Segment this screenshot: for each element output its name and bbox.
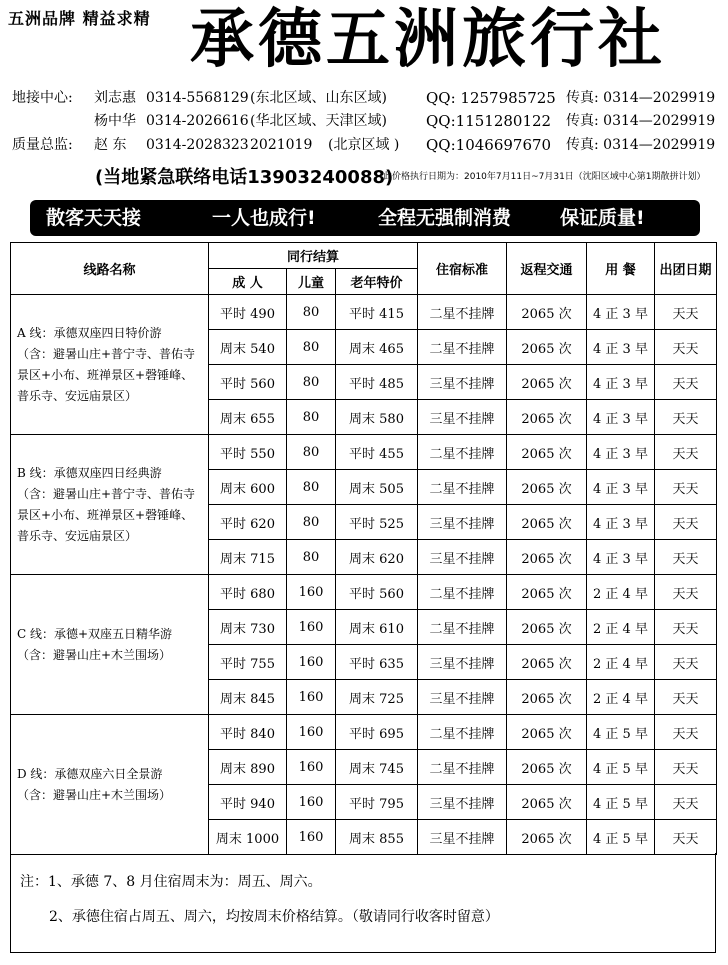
cell-child: 80 [287,505,336,540]
cell-adult: 周末 730 [209,610,287,645]
cell-child: 160 [287,715,336,750]
cell-hotel: 三星不挂牌 [418,505,507,540]
cell-transport: 2065 次 [507,295,587,330]
cell-child: 160 [287,575,336,610]
route-name: C 线：承德+双座五日精华游 [17,626,173,641]
cell-senior: 周末 580 [336,400,418,435]
route-includes: （含：避暑山庄+木兰围场） [17,647,172,662]
contact-fax: 传真: 0314—2029919 [566,90,716,106]
cell-meals: 4 正 5 早 [587,785,655,820]
table-row [11,575,717,610]
cell-transport: 2065 次 [507,365,587,400]
route-includes: 普乐寺、安远庙景区） [17,388,138,403]
cell-departure: 天天 [655,715,717,750]
col-header-departure: 出团日期 [655,243,717,295]
emergency-hotline: (当地紧急联络电话13903240088) [95,167,394,188]
cell-child: 160 [287,680,336,715]
cell-hotel: 三星不挂牌 [418,785,507,820]
contact-role: 质量总监: [12,137,73,153]
route-includes: （含：避暑山庄+普宁寺、普佑寺 [17,486,196,501]
route-includes: 景区+小布、班禅景区+磬锤峰、 [17,507,194,522]
contact-name: 杨中华 [94,113,136,129]
cell-meals: 4 正 3 早 [587,295,655,330]
cell-departure: 天天 [655,575,717,610]
cell-departure: 天天 [655,365,717,400]
cell-hotel: 二星不挂牌 [418,295,507,330]
route-includes: （含：避暑山庄+木兰围场） [17,787,172,802]
cell-adult: 平时 490 [209,295,287,330]
route-name: A 线：承德双座四日特价游 [17,325,162,340]
cell-departure: 天天 [655,540,717,575]
cell-hotel: 三星不挂牌 [418,540,507,575]
cell-transport: 2065 次 [507,610,587,645]
cell-hotel: 二星不挂牌 [418,435,507,470]
contact-phone: 0314-2026616 [146,113,249,129]
contact-region: (东北区域、山东区域) [250,90,387,106]
route-cell [11,295,209,435]
cell-adult: 平时 840 [209,715,287,750]
cell-departure: 天天 [655,680,717,715]
cell-child: 160 [287,750,336,785]
contact-qq: QQ:1151280122 [426,112,552,130]
cell-departure: 天天 [655,750,717,785]
cell-adult: 平时 620 [209,505,287,540]
route-cell [11,435,209,575]
col-header-meals: 用 餐 [587,243,655,295]
cell-senior: 平时 415 [336,295,418,330]
banner-text: 一人也成行! [212,207,316,229]
cell-transport: 2065 次 [507,540,587,575]
notes-box [10,853,716,953]
cell-hotel: 三星不挂牌 [418,365,507,400]
cell-senior: 周末 620 [336,540,418,575]
cell-transport: 2065 次 [507,715,587,750]
route-name: B 线：承德双座四日经典游 [17,465,162,480]
cell-child: 160 [287,645,336,680]
col-header-child: 儿童 [287,269,336,295]
cell-transport: 2065 次 [507,785,587,820]
validity-note: 此价格执行日期为：2010年7月11日~7月31日（沈阳区域中心第1期散拼计划） [383,172,706,182]
cell-adult: 平时 755 [209,645,287,680]
cell-meals: 2 正 4 早 [587,575,655,610]
banner-text: 保证质量! [560,207,645,229]
cell-hotel: 二星不挂牌 [418,470,507,505]
cell-departure: 天天 [655,400,717,435]
cell-senior: 平时 525 [336,505,418,540]
cell-departure: 天天 [655,330,717,365]
cell-meals: 4 正 3 早 [587,505,655,540]
contact-name: 刘志惠 [94,90,136,106]
cell-adult: 周末 715 [209,540,287,575]
cell-senior: 周末 745 [336,750,418,785]
cell-departure: 天天 [655,645,717,680]
contact-role: 地接中心: [12,90,73,106]
cell-senior: 周末 725 [336,680,418,715]
col-header-group: 同行结算 [209,243,418,269]
cell-adult: 周末 655 [209,400,287,435]
col-header-route: 线路名称 [11,243,209,295]
cell-child: 80 [287,365,336,400]
cell-child: 80 [287,400,336,435]
cell-child: 80 [287,295,336,330]
slogan-banner [30,200,700,236]
cell-departure: 天天 [655,610,717,645]
note-line: 注：1、承德 7、8 月住宿周末为：周五、周六。 [20,874,322,890]
banner-text: 散客天天接 [46,207,142,229]
route-includes: （含：避暑山庄+普宁寺、普佑寺 [17,346,196,361]
route-includes: 景区+小布、班禅景区+磬锤峰、 [17,367,194,382]
cell-senior: 平时 455 [336,435,418,470]
cell-meals: 2 正 4 早 [587,610,655,645]
cell-hotel: 三星不挂牌 [418,820,507,855]
cell-senior: 周末 855 [336,820,418,855]
cell-meals: 2 正 4 早 [587,645,655,680]
cell-departure: 天天 [655,820,717,855]
note-line: 2、承德住宿占周五、周六，均按周末价格结算。（敬请同行收客时留意） [49,909,499,925]
cell-hotel: 二星不挂牌 [418,330,507,365]
contact-region: (华北区域、天津区域) [250,113,387,129]
cell-transport: 2065 次 [507,820,587,855]
cell-child: 80 [287,540,336,575]
cell-meals: 4 正 3 早 [587,470,655,505]
route-cell [11,575,209,715]
cell-senior: 平时 635 [336,645,418,680]
cell-senior: 周末 505 [336,470,418,505]
contact-phone: 0314-5568129 [146,90,249,106]
route-includes: 普乐寺、安远庙景区） [17,528,138,543]
cell-departure: 天天 [655,295,717,330]
cell-departure: 天天 [655,785,717,820]
contact-extra-phone: 2021019 [250,137,313,153]
col-header-hotel: 住宿标准 [418,243,507,295]
cell-senior: 平时 695 [336,715,418,750]
cell-departure: 天天 [655,505,717,540]
cell-meals: 4 正 3 早 [587,435,655,470]
page-title: 承德五洲旅行社 [190,3,666,77]
cell-hotel: 三星不挂牌 [418,645,507,680]
cell-transport: 2065 次 [507,575,587,610]
contact-region: (北京区域 ) [328,137,400,153]
cell-adult: 周末 540 [209,330,287,365]
table-row [11,435,717,470]
cell-meals: 2 正 4 早 [587,680,655,715]
cell-transport: 2065 次 [507,680,587,715]
cell-child: 160 [287,785,336,820]
cell-senior: 周末 610 [336,610,418,645]
route-cell [11,715,209,855]
contact-qq: QQ: 1257985725 [426,89,556,107]
cell-adult: 平时 550 [209,435,287,470]
table-row [11,295,717,330]
cell-transport: 2065 次 [507,330,587,365]
cell-departure: 天天 [655,435,717,470]
col-header-senior: 老年特价 [336,269,418,295]
cell-transport: 2065 次 [507,750,587,785]
cell-senior: 平时 560 [336,575,418,610]
cell-transport: 2065 次 [507,645,587,680]
cell-meals: 4 正 3 早 [587,540,655,575]
cell-meals: 4 正 3 早 [587,365,655,400]
col-header-transport: 返程交通 [507,243,587,295]
cell-adult: 周末 845 [209,680,287,715]
cell-hotel: 三星不挂牌 [418,680,507,715]
cell-hotel: 二星不挂牌 [418,750,507,785]
cell-child: 160 [287,610,336,645]
contact-fax: 传真: 0314—2029919 [566,113,716,129]
cell-transport: 2065 次 [507,400,587,435]
contact-fax: 传真: 0314—2029919 [566,137,716,153]
cell-meals: 4 正 5 早 [587,750,655,785]
cell-departure: 天天 [655,470,717,505]
cell-transport: 2065 次 [507,470,587,505]
cell-adult: 周末 1000 [209,820,287,855]
cell-senior: 平时 485 [336,365,418,400]
cell-child: 80 [287,435,336,470]
cell-adult: 平时 940 [209,785,287,820]
route-name: D 线：承德双座六日全景游 [17,766,163,781]
cell-adult: 平时 680 [209,575,287,610]
cell-meals: 4 正 3 早 [587,400,655,435]
price-table [10,242,717,855]
col-header-adult: 成 人 [209,269,287,295]
cell-child: 160 [287,820,336,855]
cell-meals: 4 正 3 早 [587,330,655,365]
cell-senior: 平时 795 [336,785,418,820]
cell-meals: 4 正 5 早 [587,820,655,855]
cell-child: 80 [287,330,336,365]
contact-phone: 0314-2028323 [146,137,249,153]
cell-transport: 2065 次 [507,435,587,470]
contact-name: 赵 东 [94,137,127,153]
cell-adult: 平时 560 [209,365,287,400]
cell-hotel: 二星不挂牌 [418,610,507,645]
cell-transport: 2065 次 [507,505,587,540]
cell-hotel: 二星不挂牌 [418,715,507,750]
table-row [11,715,717,750]
cell-child: 80 [287,470,336,505]
banner-text: 全程无强制消费 [378,207,512,229]
cell-adult: 周末 890 [209,750,287,785]
cell-hotel: 二星不挂牌 [418,575,507,610]
cell-senior: 周末 465 [336,330,418,365]
contact-qq: QQ:1046697670 [426,136,552,154]
cell-adult: 周末 600 [209,470,287,505]
cell-hotel: 三星不挂牌 [418,400,507,435]
brand-slogan: 五洲品牌 精益求精 [8,9,151,28]
cell-meals: 4 正 5 早 [587,715,655,750]
